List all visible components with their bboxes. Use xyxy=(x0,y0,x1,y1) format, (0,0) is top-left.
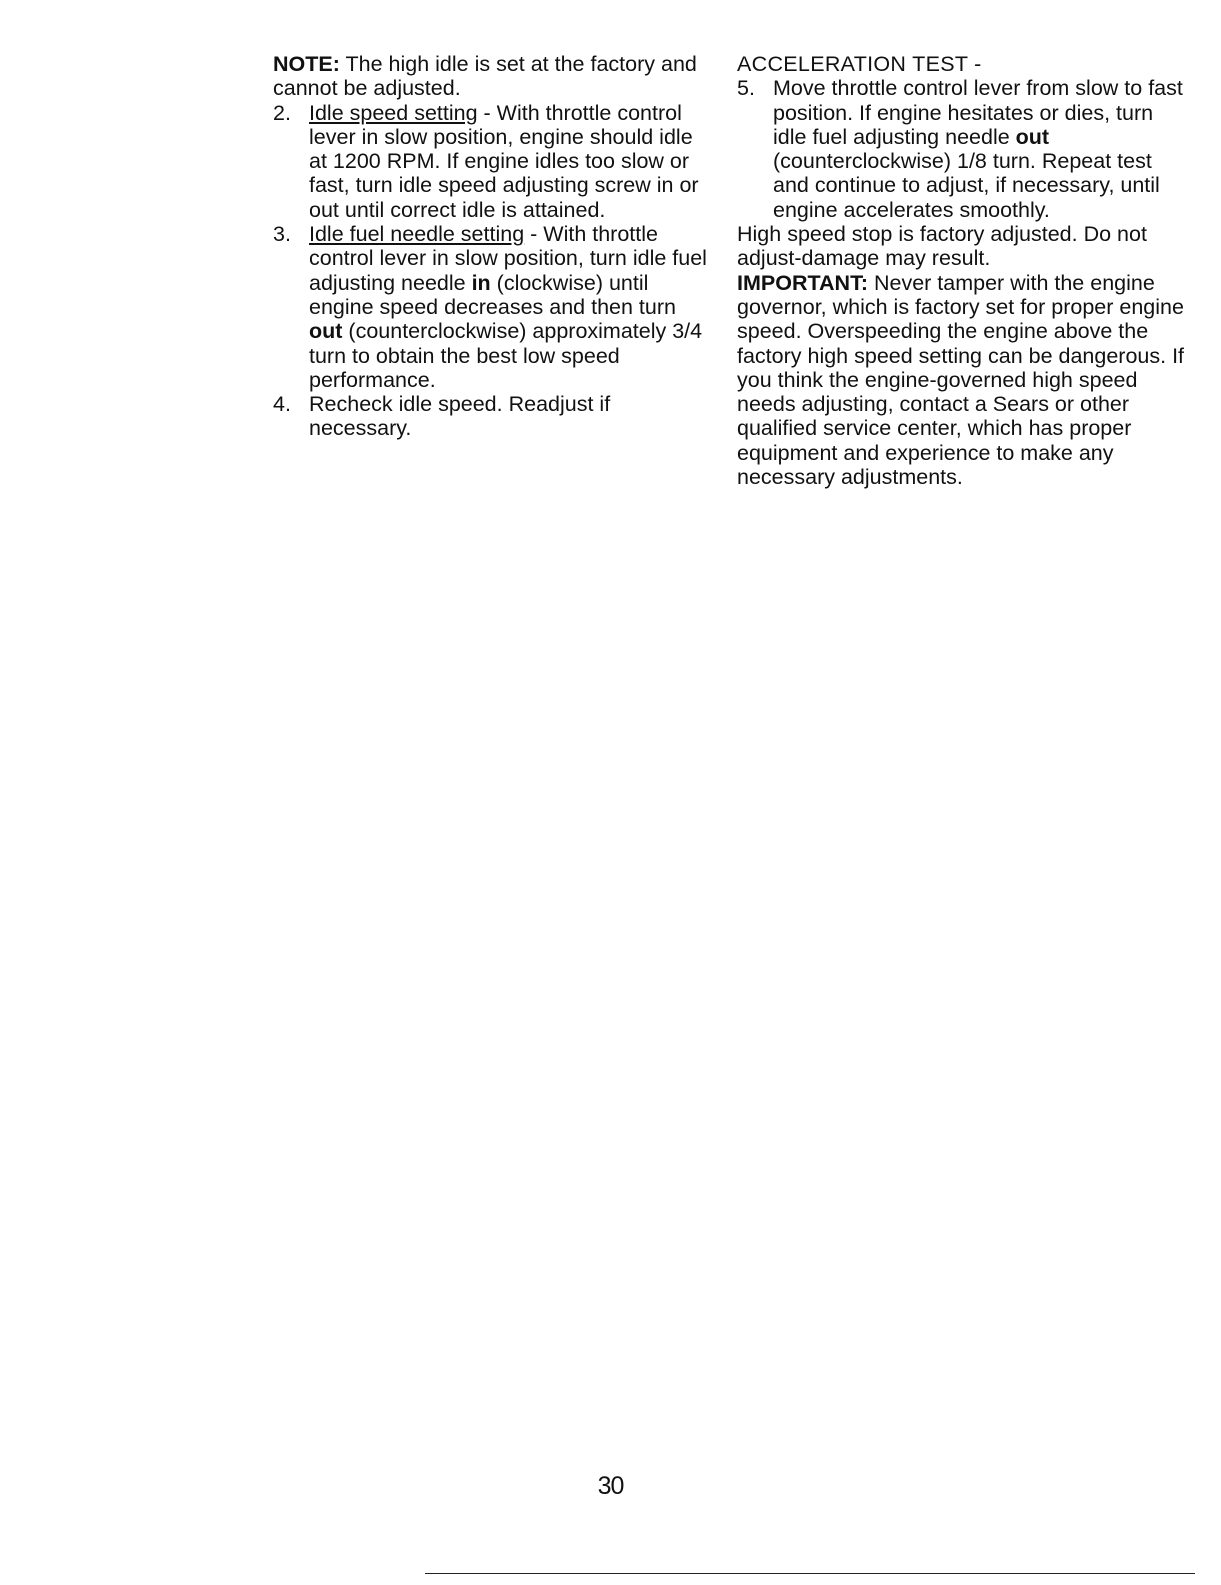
important-paragraph xyxy=(737,271,1187,490)
item-title: Idle speed setting xyxy=(309,100,478,125)
item-number: 2. xyxy=(273,100,291,125)
right-column xyxy=(737,52,1187,489)
list-item-3 xyxy=(273,222,713,392)
item-text-after: (counterclockwise) 1/8 turn. Repeat test and continue to adjust, if necessary, until engine accelerates smoothly. xyxy=(773,149,1160,222)
note-paragraph xyxy=(273,52,713,101)
item-number: 5. xyxy=(737,76,755,101)
item-text: - With throttle control lever in slow position, turn idle fuel adjusting needle xyxy=(309,222,707,295)
important-text: Never tamper with the engine governor, which is factory set for proper engine speed. Overspeeding the engine above the factory high speed setting can be dangerous. If you think the engine-governed high speed needs adjusting, contact a Sears or other qualified service center, which has proper equipment and experience to make any necessary adjustments. xyxy=(737,270,1185,490)
item-title: Idle fuel needle setting xyxy=(309,222,525,247)
note-label: NOTE: xyxy=(273,52,340,76)
item-number: 3. xyxy=(273,222,291,247)
list-item-5 xyxy=(737,76,1187,222)
item-bold-out: out xyxy=(309,319,343,344)
important-label: IMPORTANT: xyxy=(737,270,868,295)
item-text: - With throttle control lever in slow position, engine should idle at 1200 RPM. If engine idles too slow or fast, turn idle speed adjusting screw in or out until correct idle is attained. xyxy=(309,100,699,222)
item-text-after: (counterclockwise) approximately 3/4 turn to obtain the best low speed performance. xyxy=(309,319,703,392)
left-column xyxy=(273,52,713,441)
list-item-4 xyxy=(273,392,713,441)
item-bold-out: out xyxy=(1015,124,1050,149)
page-number: 30 xyxy=(597,1472,624,1500)
item-text: Recheck idle speed. Readjust if necessary. xyxy=(309,392,611,441)
bottom-rule xyxy=(425,1573,1195,1574)
item-number: 4. xyxy=(273,392,291,417)
high-speed-paragraph: High speed stop is factory adjusted. Do not adjust-damage may result. xyxy=(737,222,1147,271)
list-item-2 xyxy=(273,101,713,222)
item-text-middle: (clockwise) until engine speed decreases and then turn xyxy=(309,270,676,319)
item-bold-in: in xyxy=(471,270,491,295)
note-text: The high idle is set at the factory and cannot be adjusted. xyxy=(273,52,697,101)
acceleration-test-heading: ACCELERATION TEST - xyxy=(737,52,982,76)
item-text: Move throttle control lever from slow to fast position. If engine hesitates or dies, turn idle fuel adjusting needle xyxy=(773,76,1183,149)
